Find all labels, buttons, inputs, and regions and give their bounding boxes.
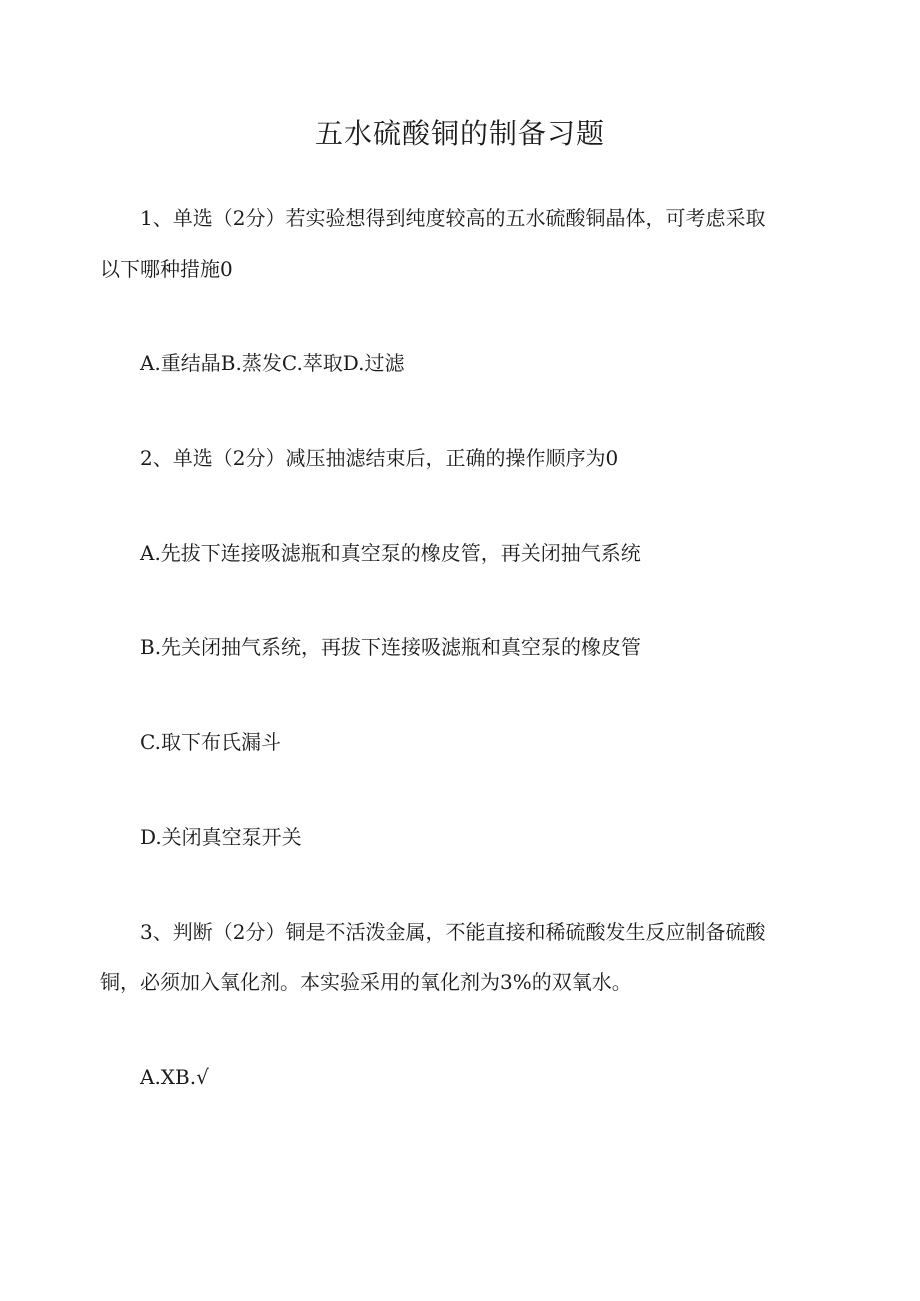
question-3-options: A.XB.√ (140, 1065, 209, 1089)
question-2-option-b: B.先关闭抽气系统，再拔下连接吸滤瓶和真空泵的橡皮管 (140, 635, 642, 659)
question-1-options: A.重结晶B.蒸发C.萃取D.过滤 (140, 351, 405, 375)
question-3-stem-line-2: 铜，必须加入氧化剂。本实验采用的氧化剂为3%的双氧水。 (100, 970, 632, 994)
question-1-stem-line-1: 1、单选（2分）若实验想得到纯度较高的五水硫酸铜晶体，可考虑采取 (140, 206, 766, 230)
question-2-option-d: D.关闭真空泵开关 (140, 825, 302, 849)
question-1-stem-line-2: 以下哪种措施0 (100, 257, 233, 281)
question-2-option-a: A.先拔下连接吸滤瓶和真空泵的橡皮管，再关闭抽气系统 (140, 541, 641, 565)
question-3-stem-line-1: 3、判断（2分）铜是不活泼金属，不能直接和稀硫酸发生反应制备硫酸 (140, 920, 766, 944)
question-2-stem: 2、单选（2分）减压抽滤结束后，正确的操作顺序为0 (140, 446, 619, 470)
page-title: 五水硫酸铜的制备习题 (314, 117, 605, 150)
question-2-option-c: C.取下布氏漏斗 (140, 730, 281, 754)
